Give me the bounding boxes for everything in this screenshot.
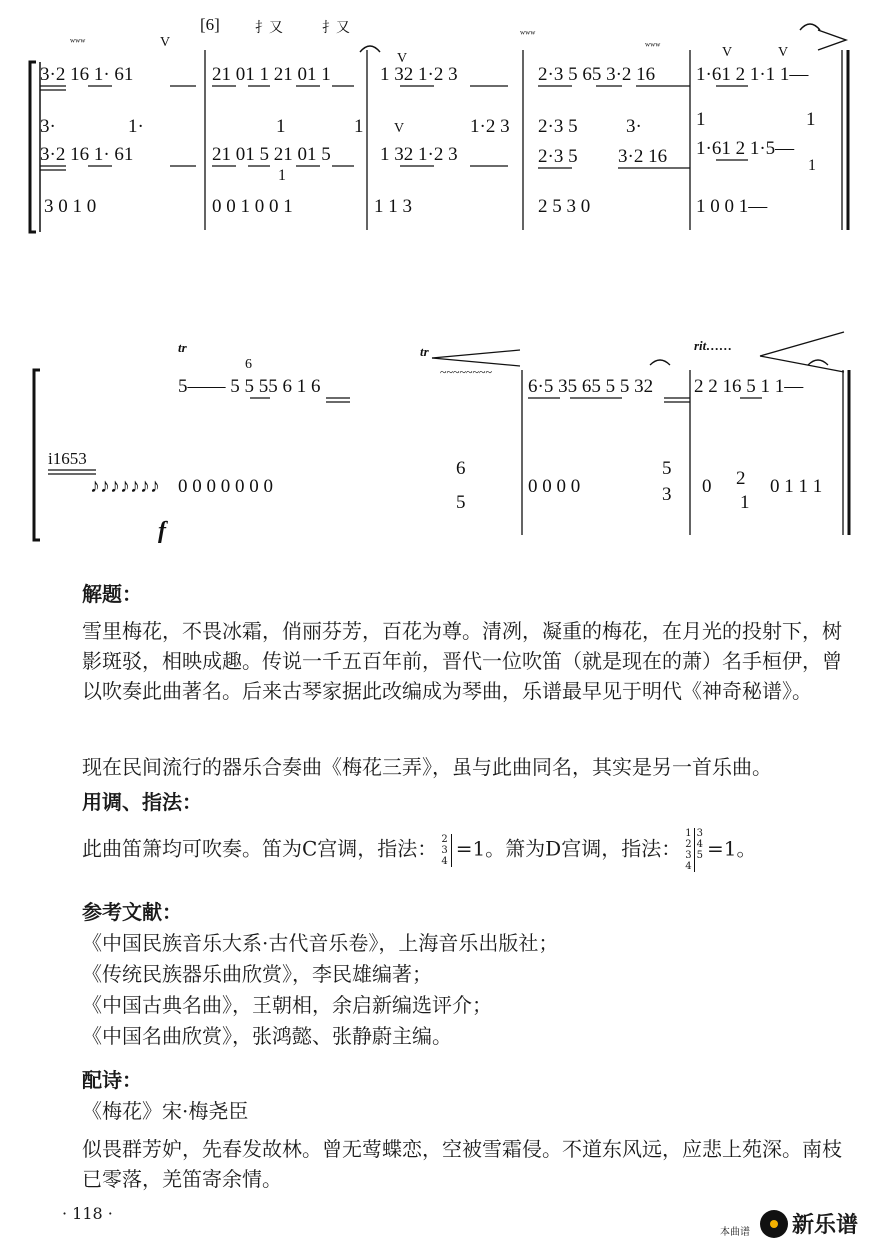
svg-text:2·3 5: 2·3 5 xyxy=(538,116,578,137)
music-score xyxy=(0,0,888,560)
svg-text:1 32 1·2 3: 1 32 1·2 3 xyxy=(380,144,458,165)
svg-text:1·61 2 1·5—: 1·61 2 1·5— xyxy=(696,138,795,159)
rehearsal-mark: [6] xyxy=(200,15,220,34)
svg-text:0: 0 xyxy=(702,476,712,497)
footer-label: 本曲谱 xyxy=(720,1227,750,1238)
tempo-marking: rit…… xyxy=(694,338,733,353)
svg-text:6: 6 xyxy=(245,357,252,372)
svg-text:V: V xyxy=(397,51,408,66)
svg-text:5: 5 xyxy=(456,492,466,513)
svg-text:0 1 1 1: 0 1 1 1 xyxy=(770,476,823,497)
svg-text:1 32 1·2 3: 1 32 1·2 3 xyxy=(380,64,458,85)
svg-text:2·3 5 65 3·2 16: 2·3 5 65 3·2 16 xyxy=(538,64,656,85)
svg-text:V: V xyxy=(160,35,171,50)
svg-text:ʷʷʷ: ʷʷʷ xyxy=(70,35,86,49)
svg-text:♪♪♪♪♪♪♪: ♪♪♪♪♪♪♪ xyxy=(90,475,160,497)
fingering-text-b: =1。箫为D宫调，指法： xyxy=(455,836,682,861)
fan-mark-1: 扌又 xyxy=(255,21,283,36)
reference-item: 《中国民族音乐大系·古代音乐卷》，上海音乐出版社； xyxy=(82,931,559,955)
svg-text:3 0 1 0: 3 0 1 0 xyxy=(44,196,97,217)
score-row1-part3 xyxy=(40,138,816,184)
svg-text:1·: 1· xyxy=(128,116,144,137)
svg-text:1: 1 xyxy=(808,157,816,174)
poem-title: 《梅花》宋·梅尧臣 xyxy=(82,1099,249,1123)
paragraph-2-block xyxy=(82,752,860,782)
fan-mark-2: 扌又 xyxy=(322,21,350,36)
trill-mark-1: tr xyxy=(178,340,187,355)
svg-text:21 01 1 21 01 1: 21 01 1 21 01 1 xyxy=(212,64,331,85)
svg-text:3·2 16 1· 61: 3·2 16 1· 61 xyxy=(40,144,134,165)
poem-body: 似畏群芳妒，先春发故林。曾无莺蝶恋，空被雪霜侵。不道东风远，应悲上苑深。南枝已零落，羌笛寄余情。 xyxy=(82,1137,842,1191)
heading-references: 参考文献： xyxy=(82,900,182,924)
score-system-1 xyxy=(30,15,848,232)
flute-fingering-diagram: 2 3 4 xyxy=(441,834,451,867)
svg-text:1·61 2 1·1 1—: 1·61 2 1·1 1— xyxy=(696,64,809,85)
reference-item: 《中国名曲欣赏》，张鸿懿、张静蔚主编。 xyxy=(82,1024,452,1048)
record-disc-icon xyxy=(760,1210,788,1238)
svg-text:3: 3 xyxy=(662,484,672,505)
svg-text:5: 5 xyxy=(662,458,672,479)
svg-text:1: 1 xyxy=(354,116,364,137)
reference-item: 《中国古典名曲》，王朝相，余启新编选评介； xyxy=(82,993,492,1017)
svg-text:1·2 3: 1·2 3 xyxy=(470,116,510,137)
score-row1-part2 xyxy=(40,109,816,137)
fingering-line xyxy=(82,828,860,872)
svg-text:3·: 3· xyxy=(626,116,642,137)
score-row2-bottom xyxy=(48,449,96,474)
svg-text:2: 2 xyxy=(736,468,746,489)
svg-text:ʷʷʷ: ʷʷʷ xyxy=(520,27,536,41)
svg-text:~~~~~~~~: ~~~~~~~~ xyxy=(440,365,492,379)
svg-text:1: 1 xyxy=(276,116,286,137)
site-logo xyxy=(760,1208,858,1239)
svg-text:1: 1 xyxy=(278,167,286,184)
svg-text:2·3 5: 2·3 5 xyxy=(538,146,578,167)
svg-text:5—— 5 5 55 6 1 6: 5—— 5 5 55 6 1 6 xyxy=(178,376,321,397)
svg-text:6·5 35 65 5 5 32: 6·5 35 65 5 5 32 xyxy=(528,376,654,397)
svg-text:0 0 1 0 0 1: 0 0 1 0 0 1 xyxy=(212,196,293,217)
svg-text:6: 6 xyxy=(456,458,466,479)
svg-text:21 01 5 21 01 5: 21 01 5 21 01 5 xyxy=(212,144,331,165)
svg-text:3·: 3· xyxy=(40,116,56,137)
svg-text:V: V xyxy=(722,45,733,60)
score-row1-bass xyxy=(44,196,768,217)
paragraph-2: 现在民间流行的器乐合奏曲《梅花三弄》，虽与此曲同名，其实是另一首乐曲。 xyxy=(82,755,772,779)
svg-text:2 5 3 0: 2 5 3 0 xyxy=(538,196,591,217)
svg-text:V: V xyxy=(778,45,789,60)
poem-block xyxy=(82,1096,860,1194)
reference-item: 《传统民族器乐曲欣赏》，李民雄编著； xyxy=(82,962,432,986)
svg-text:1: 1 xyxy=(806,109,816,130)
svg-text:1: 1 xyxy=(696,109,706,130)
fingering-text-c: =1。 xyxy=(706,836,757,861)
score-system-2 xyxy=(34,332,849,544)
heading-yongdiao: 用调、指法： xyxy=(82,790,202,814)
svg-text:1 1 3: 1 1 3 xyxy=(374,196,412,217)
score-row1-part1 xyxy=(40,64,809,85)
reference-list xyxy=(82,928,860,1052)
svg-text:1: 1 xyxy=(740,492,750,513)
svg-text:3·2 16: 3·2 16 xyxy=(618,146,668,167)
svg-text:2 2 16 5 1 1—: 2 2 16 5 1 1— xyxy=(694,376,804,397)
trill-mark-2: tr xyxy=(420,344,429,359)
svg-text:V: V xyxy=(394,121,405,136)
svg-text:3·2 16 1· 61: 3·2 16 1· 61 xyxy=(40,64,134,85)
page-number: · 118 · xyxy=(62,1204,113,1223)
fingering-text-a: 此曲笛箫均可吹奏。笛为C宫调，指法： xyxy=(82,836,438,861)
dynamic-forte: f xyxy=(158,518,166,544)
svg-text:ʷʷʷ: ʷʷʷ xyxy=(645,39,661,53)
logo-text: 新乐谱 xyxy=(792,1213,859,1238)
svg-text:0 0 0 0 0 0: 0 0 0 0 0 0 0 xyxy=(178,476,273,497)
svg-text:1 0 0 1—: 1 0 0 1— xyxy=(696,196,768,217)
svg-text:i1653: i1653 xyxy=(48,449,87,468)
intro-paragraph xyxy=(82,616,860,706)
svg-text:0 0 0 0: 0 0 0 0 xyxy=(528,476,581,497)
paragraph-1: 雪里梅花，不畏冰霜，俏丽芬芳，百花为尊。清冽，凝重的梅花，在月光的投射下，树影斑驳，相映成趣。传说一千五百年前，晋代一位吹笛（就是现在的萧）名手桓伊，曾以吹奏此曲著名。后来古琴家据此改编成为琴曲，乐谱最早见于明代《神奇秘谱》。 xyxy=(82,619,842,703)
heading-jieti: 解题： xyxy=(82,582,142,606)
xiao-fingering-diagram: 1 2 3 4 3 4 5 xyxy=(685,828,703,872)
heading-poem: 配诗： xyxy=(82,1068,142,1092)
